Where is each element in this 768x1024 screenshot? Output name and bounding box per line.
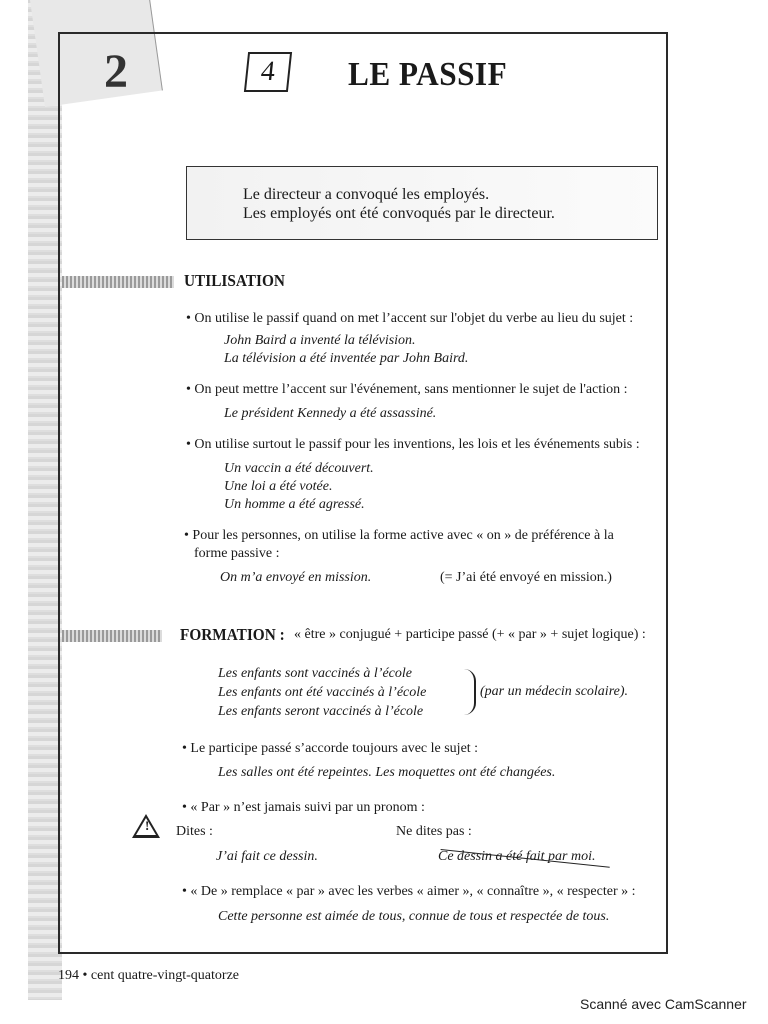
page-number: 194 — [58, 968, 79, 983]
scan-edge-shadow — [28, 0, 62, 1000]
formation-de-example: Cette personne est aimée de tous, connue de tous et respectée de tous. — [218, 909, 610, 924]
utilisation-example: John Baird a inventé la télévision. — [224, 333, 416, 348]
brace — [464, 669, 476, 715]
page-footer — [58, 968, 239, 984]
utilisation-bullet-3: • On utilise surtout le passif pour les inventions, les lois et les événements subis : — [186, 437, 640, 453]
dites-label: Dites : — [176, 824, 213, 839]
chapter-number-box: 4 — [244, 52, 292, 92]
formation-par-agent: (par un médecin scolaire). — [480, 684, 628, 699]
utilisation-example: La télévision a été inventée par John Baird. — [224, 351, 469, 366]
ne-dites-example: Ce dessin a été fait par moi. — [438, 849, 596, 864]
page-number-words: cent quatre-vingt-quatorze — [90, 968, 239, 983]
page-title: LE PASSIF — [348, 56, 508, 93]
utilisation-bullet-1: • On utilise le passif quand on met l’accent sur l'objet du verbe au lieu du sujet : — [186, 311, 633, 327]
ne-dites-label: Ne dites pas : — [396, 824, 472, 839]
formation-bullet-accord: • Le participe passé s’accorde toujours avec le sujet : — [182, 741, 478, 757]
dites-example: J’ai fait ce dessin. — [216, 849, 318, 864]
warning-exclamation: ! — [145, 818, 150, 833]
footer-bullet: • — [82, 968, 91, 983]
formation-example: Les enfants ont été vaccinés à l’école — [218, 685, 427, 700]
utilisation-example: Un homme a été agressé. — [224, 497, 365, 512]
formation-bullet-par: • « Par » n’est jamais suivi par un pronom : — [182, 800, 425, 816]
utilisation-example: On m’a envoyé en mission. — [220, 570, 372, 585]
utilisation-equivalent: (= J’ai été envoyé en mission.) — [440, 570, 612, 585]
utilisation-bullet-4-cont: forme passive : — [194, 546, 280, 561]
section-heading-utilisation: UTILISATION — [184, 271, 285, 290]
section-bar-formation — [62, 630, 162, 642]
intro-active-sentence: Le directeur a convoqué les employés. — [243, 186, 490, 203]
section-heading-formation: FORMATION : — [180, 625, 285, 644]
section-bar-utilisation — [62, 276, 174, 288]
utilisation-example: Un vaccin a été découvert. — [224, 461, 374, 476]
corner-number: 2 — [104, 45, 128, 98]
camscanner-watermark: Scanné avec CamScanner — [580, 996, 747, 1012]
utilisation-example: Une loi a été votée. — [224, 479, 333, 494]
formation-example: Les enfants sont vaccinés à l’école — [218, 666, 413, 681]
formation-example: Les enfants seront vaccinés à l’école — [218, 704, 424, 719]
formation-accord-example: Les salles ont été repeintes. Les moquettes ont été changées. — [218, 765, 556, 780]
formation-bullet-de: • « De » remplace « par » avec les verbes « aimer », « connaître », « respecter » : — [182, 884, 636, 900]
intro-example-box — [186, 166, 658, 240]
formation-rule: « être » conjugué + participe passé (+ « par » + sujet logique) : — [294, 627, 646, 642]
utilisation-bullet-2: • On peut mettre l’accent sur l'événement, sans mentionner le sujet de l'action : — [186, 382, 627, 398]
utilisation-example: Le président Kennedy a été assassiné. — [224, 406, 437, 421]
utilisation-bullet-4: • Pour les personnes, on utilise la forme active avec « on » de préférence à la — [184, 528, 614, 544]
intro-passive-sentence: Les employés ont été convoqués par le directeur. — [243, 205, 555, 222]
